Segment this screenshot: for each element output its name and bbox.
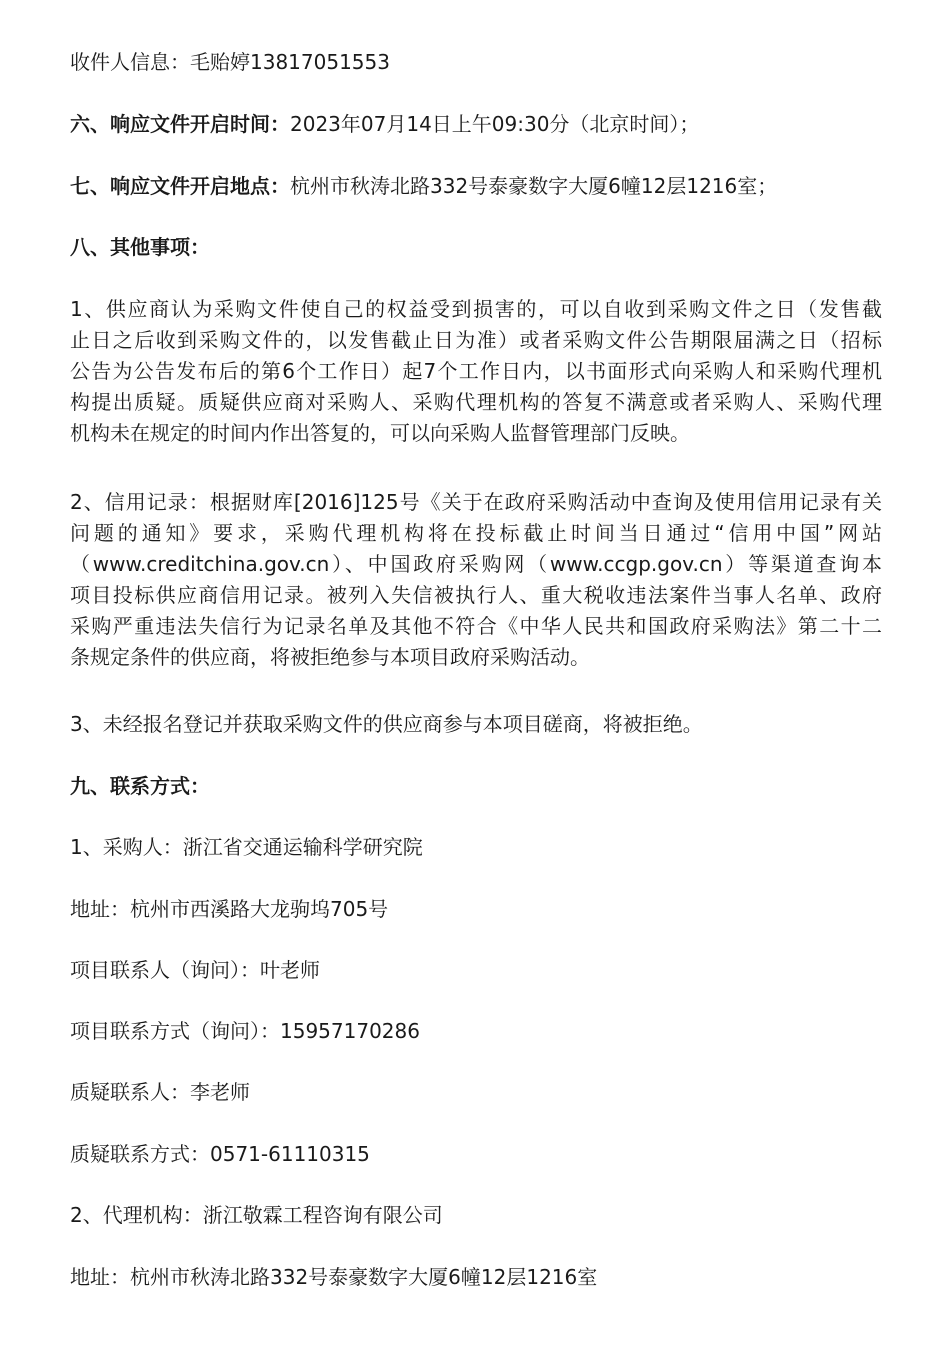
- purchaser-address-line: 地址：杭州市西溪路大龙驹坞705号: [70, 897, 389, 921]
- paragraph-line: 问题的通知》要求，采购代理机构将在投标截止时间当日通过“信用中国”网站: [70, 521, 882, 545]
- paragraph-line: 2、信用记录：根据财库[2016]125号《关于在政府采购活动中查询及使用信用记录有关: [70, 490, 882, 514]
- recipient-label: 收件人信息：: [70, 50, 190, 74]
- query-contact-line: 质疑联系人：李老师: [70, 1080, 250, 1104]
- section7-heading: 七、响应文件开启地点：: [70, 174, 290, 198]
- section8-item2-paragraph: [70, 487, 882, 673]
- recipient-value: 毛贻婷13817051553: [190, 50, 390, 74]
- section8-heading: 八、其他事项：: [70, 235, 210, 259]
- paragraph-line: 机构未在规定的时间内作出答复的，可以向采购人监督管理部门反映。: [70, 421, 690, 445]
- section6-line: [70, 109, 699, 140]
- section7-value: 杭州市秋涛北路332号泰豪数字大厦6幢12层1216室；: [290, 174, 778, 198]
- section8-item3: 3、未经报名登记并获取采购文件的供应商参与本项目磋商，将被拒绝。: [70, 712, 703, 736]
- agency-line: 2、代理机构：浙江敬霖工程咨询有限公司: [70, 1203, 443, 1227]
- project-contact-line: 项目联系人（询问）：叶老师: [70, 958, 320, 982]
- project-phone-line: 项目联系方式（询问）：15957170286: [70, 1019, 420, 1043]
- section6-heading: 六、响应文件开启时间：: [70, 112, 290, 136]
- paragraph-line: （www.creditchina.gov.cn）、中国政府采购网（www.ccgp.gov.cn）等渠道查询本: [70, 552, 882, 576]
- paragraph-line: 1、供应商认为采购文件使自己的权益受到损害的，可以自收到采购文件之日（发售截: [70, 297, 882, 321]
- paragraph-line: 条规定条件的供应商，将被拒绝参与本项目政府采购活动。: [70, 645, 590, 669]
- paragraph-line: 止日之后收到采购文件的，以发售截止日为准）或者采购文件公告期限届满之日（招标: [70, 328, 882, 352]
- paragraph-line: 项目投标供应商信用记录。被列入失信被执行人、重大税收违法案件当事人名单、政府: [70, 583, 882, 607]
- recipient-line: [70, 47, 390, 78]
- section9-heading: 九、联系方式：: [70, 774, 210, 798]
- purchaser-line: 1、采购人：浙江省交通运输科学研究院: [70, 835, 423, 859]
- query-phone-line: 质疑联系方式：0571-61110315: [70, 1142, 370, 1166]
- section8-item1-paragraph: [70, 294, 882, 449]
- paragraph-line: 采购严重违法失信行为记录名单及其他不符合《中华人民共和国政府采购法》第二十二: [70, 614, 882, 638]
- agency-address-line: 地址：杭州市秋涛北路332号泰豪数字大厦6幢12层1216室: [70, 1265, 598, 1289]
- paragraph-line: 公告为公告发布后的第6个工作日）起7个工作日内，以书面形式向采购人和采购代理机: [70, 359, 882, 383]
- section7-line: [70, 171, 777, 202]
- section6-value: 2023年07月14日上午09:30分（北京时间）；: [290, 112, 700, 136]
- paragraph-line: 构提出质疑。质疑供应商对采购人、采购代理机构的答复不满意或者采购人、采购代理: [70, 390, 882, 414]
